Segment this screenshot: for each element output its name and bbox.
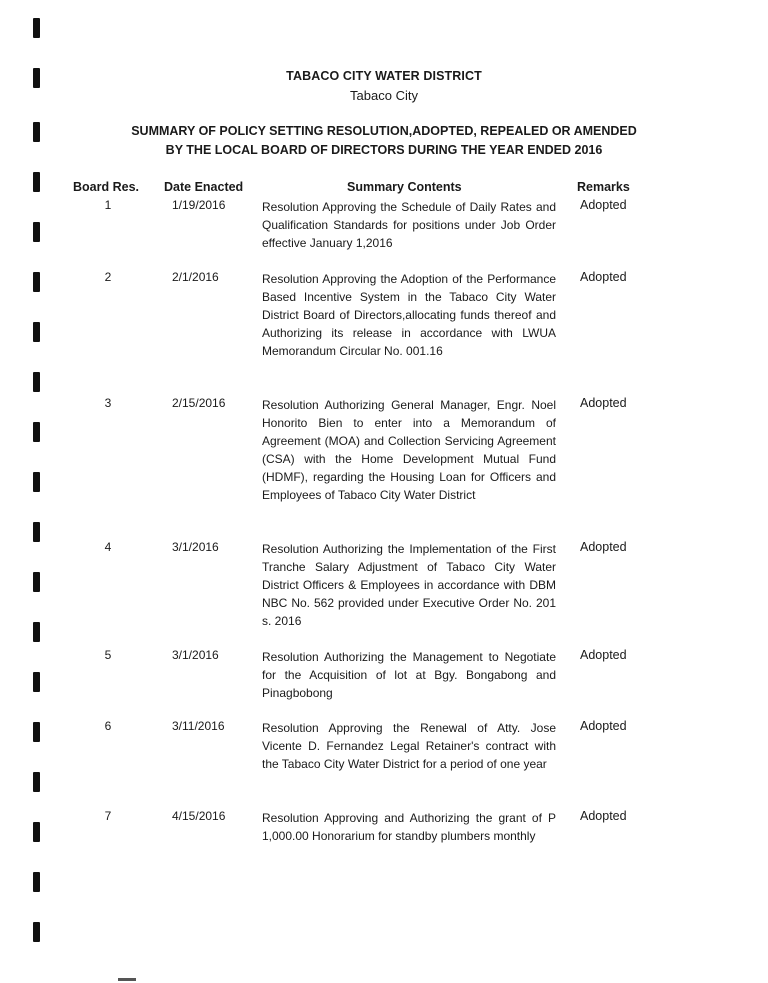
- row-date: 1/19/2016: [172, 198, 226, 212]
- binder-mark: [33, 272, 40, 292]
- row-remark: Adopted: [580, 396, 627, 410]
- org-city: Tabaco City: [350, 88, 418, 103]
- row-summary: Resolution Authorizing the Implementation of the First Tranche Salary Adjustment of Tabaco City Water District Officers & Employees in accordance with DBM NBC No. 562 provided under Executive Order No. 201 s. 2016: [262, 542, 556, 629]
- column-header-board-res: Board Res.: [73, 180, 139, 194]
- binder-mark: [33, 372, 40, 392]
- column-header-date-enacted: Date Enacted: [164, 180, 244, 194]
- row-remark: Adopted: [580, 540, 627, 554]
- row-summary: Resolution Approving the Adoption of the Performance Based Incentive System in the Tabaco City Water District Board of Directors,allocating funds thereof and Authorizing its release in accordance with LWUA Memorandum Circular No. 001.16: [262, 272, 556, 359]
- binder-mark: [33, 172, 40, 192]
- row-date: 4/15/2016: [172, 809, 226, 823]
- document-title-line-2: BY THE LOCAL BOARD OF DIRECTORS DURING THE YEAR ENDED 2016: [165, 143, 603, 157]
- org-name: TABACO CITY WATER DISTRICT: [286, 69, 482, 83]
- row-summary: Resolution Authorizing the Management to Negotiate for the Acquisition of lot at Bgy. Bongabong and Pinagbobong: [262, 650, 556, 701]
- row-summary: Resolution Approving the Renewal of Atty. Jose Vicente D. Fernandez Legal Retainer's contract with the Tabaco City Water District for a period of one year: [262, 721, 556, 772]
- row-remark: Adopted: [580, 198, 627, 212]
- binder-mark: [33, 872, 40, 892]
- row-summary: Resolution Authorizing General Manager, Engr. Noel Honorito Bien to enter into a Memorandum of Agreement (MOA) and Collection Servicing Agreement (CSA) with the Home Development Mutual Fund (HDMF), regarding the Housing Loan for Officers and Employees of Tabaco City Water District: [262, 398, 556, 503]
- row-summary: Resolution Approving and Authorizing the grant of P 1,000.00 Honorarium for standby plumbers monthly: [262, 811, 556, 844]
- binder-mark: [33, 18, 40, 38]
- row-number: 5: [104, 648, 112, 662]
- scan-artifact: [118, 978, 136, 981]
- row-remark: Adopted: [580, 719, 627, 733]
- row-remark: Adopted: [580, 270, 627, 284]
- binder-mark: [33, 722, 40, 742]
- binder-mark: [33, 472, 40, 492]
- binder-mark: [33, 622, 40, 642]
- row-number: 6: [104, 719, 112, 733]
- binder-mark: [33, 422, 40, 442]
- row-number: 3: [104, 396, 112, 410]
- row-summary: Resolution Approving the Schedule of Daily Rates and Qualification Standards for positions under Job Order effective January 1,2016: [262, 200, 556, 251]
- row-date: 2/1/2016: [172, 270, 219, 284]
- binder-mark: [33, 322, 40, 342]
- document-title-line-1: SUMMARY OF POLICY SETTING RESOLUTION,ADOPTED, REPEALED OR AMENDED: [131, 124, 637, 138]
- binder-mark: [33, 522, 40, 542]
- row-number: 1: [104, 198, 112, 212]
- row-number: 4: [104, 540, 112, 554]
- binder-mark: [33, 822, 40, 842]
- row-date: 3/1/2016: [172, 648, 219, 662]
- row-number: 2: [104, 270, 112, 284]
- binder-mark: [33, 772, 40, 792]
- binder-mark: [33, 672, 40, 692]
- row-number: 7: [104, 809, 112, 823]
- column-header-remarks: Remarks: [577, 180, 630, 194]
- binder-mark: [33, 572, 40, 592]
- row-remark: Adopted: [580, 648, 627, 662]
- row-remark: Adopted: [580, 809, 627, 823]
- row-date: 3/1/2016: [172, 540, 219, 554]
- column-header-summary: Summary Contents: [347, 180, 462, 194]
- row-date: 2/15/2016: [172, 396, 226, 410]
- binder-mark: [33, 922, 40, 942]
- row-date: 3/11/2016: [172, 719, 225, 733]
- binder-mark: [33, 222, 40, 242]
